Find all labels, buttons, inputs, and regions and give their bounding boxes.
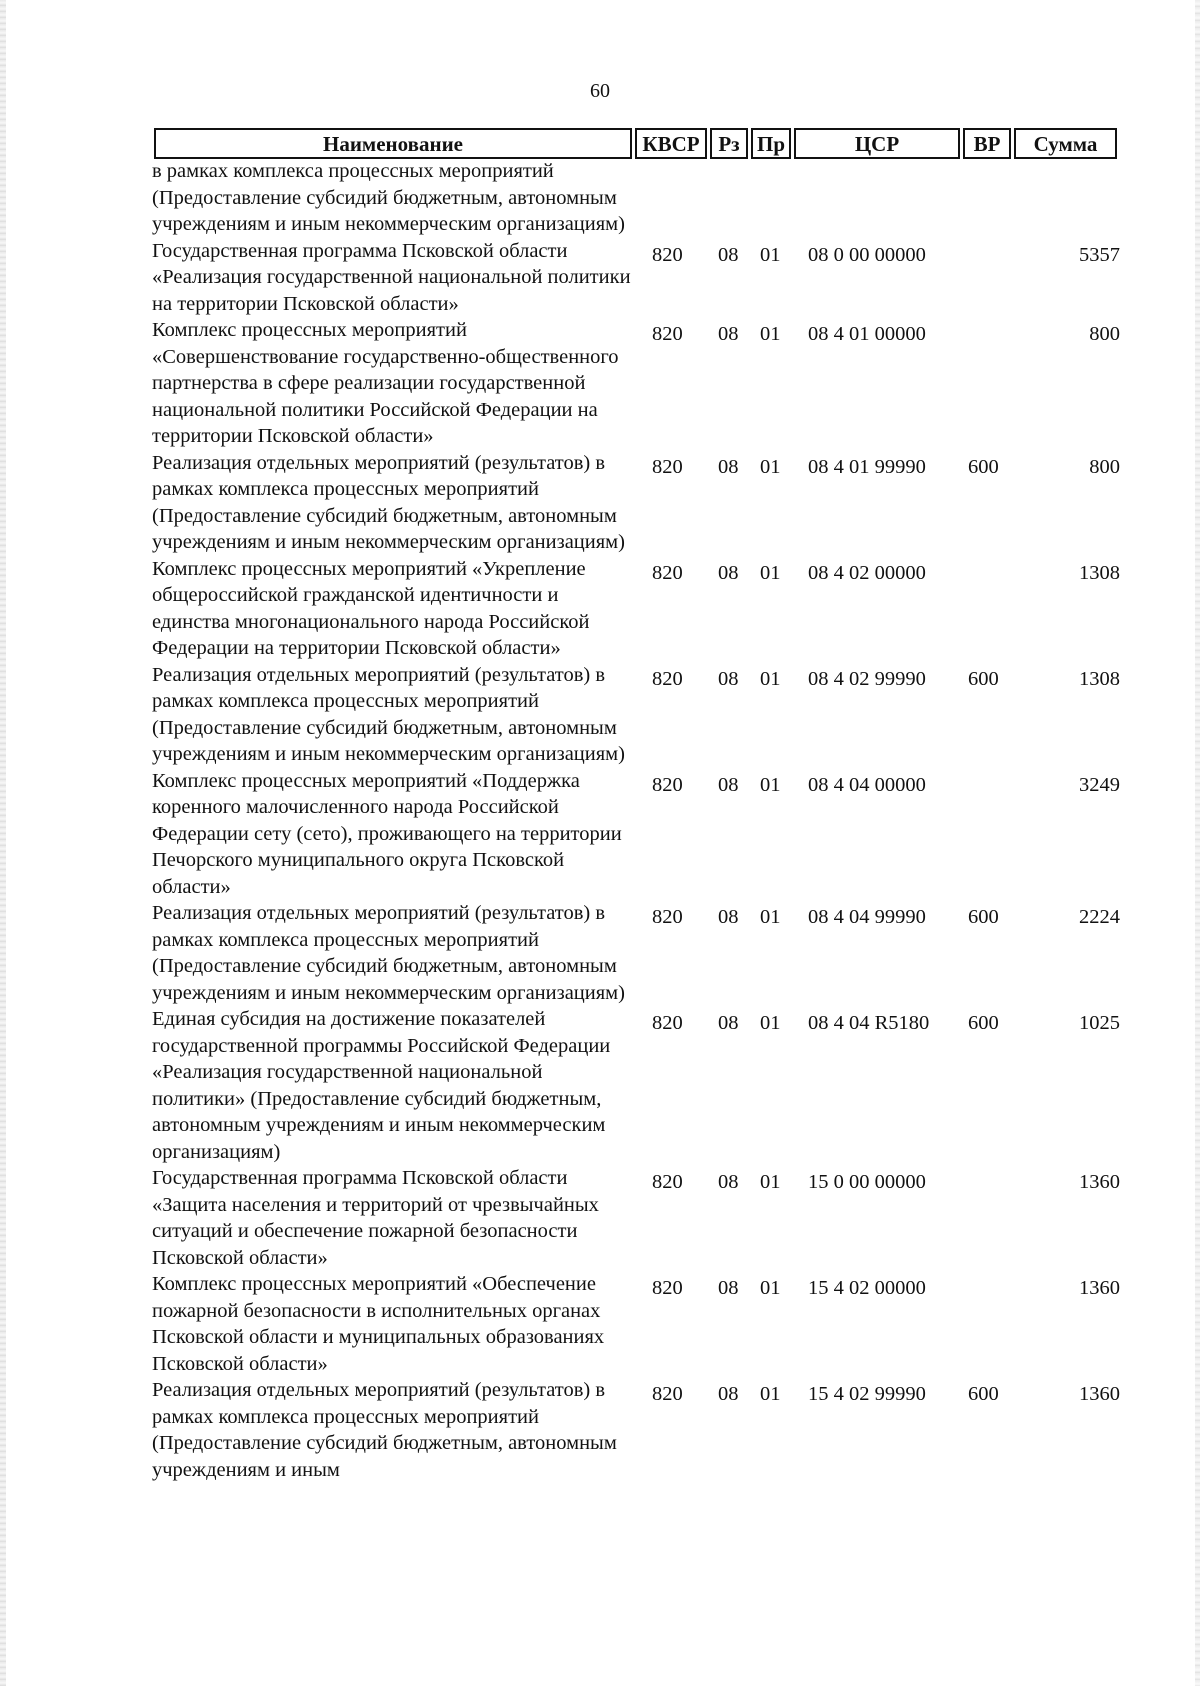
table-row <box>0 662 1200 768</box>
cell-csr: 08 4 01 99990 <box>808 455 926 478</box>
cell-sum: 2224 <box>1079 906 1120 928</box>
table-row <box>0 238 1200 318</box>
cell-rz: 08 <box>718 243 739 266</box>
table-header <box>154 128 1122 159</box>
cell-csr: 08 0 00 00000 <box>808 243 926 266</box>
cell-name: Комплекс процессных мероприятий «Совершенствование государственно-общественного партнерства в сфере реализации государственной национальной политики Российской Федерации на территории Псковской области» <box>152 319 619 447</box>
cell-rz: 08 <box>718 773 739 796</box>
cell-rz: 08 <box>718 667 739 690</box>
cell-rz: 08 <box>718 1012 739 1034</box>
cell-csr: 08 4 04 99990 <box>808 906 926 928</box>
cell-kvsr: 820 <box>652 667 683 690</box>
cell-name: Реализация отдельных мероприятий (результатов) в рамках комплекса процессных мероприятий (Предоставление субсидий бюджетным, автономным учреждениям и иным <box>152 1379 617 1481</box>
cell-rz: 08 <box>718 561 739 584</box>
cell-name: Комплекс процессных мероприятий «Поддержка коренного малочисленного народа Российской Федерации сету (сето), проживающего на территории Печорского муниципального округа Псковской области» <box>152 769 622 898</box>
cell-pr: 01 <box>760 667 781 690</box>
cell-sum: 1308 <box>1079 561 1120 584</box>
cell-name: Реализация отдельных мероприятий (результатов) в рамках комплекса процессных мероприятий (Предоставление субсидий бюджетным, автономным учреждениям и иным некоммерческим организациям) <box>152 451 625 553</box>
cell-kvsr: 820 <box>652 323 683 345</box>
table-row <box>0 1006 1200 1165</box>
cell-name: Реализация отдельных мероприятий (результатов) в рамках комплекса процессных мероприятий (Предоставление субсидий бюджетным, автономным учреждениям и иным некоммерческим организациям) <box>152 902 625 1004</box>
cell-sum: 1360 <box>1079 1383 1120 1405</box>
table-row <box>0 1377 1200 1483</box>
cell-pr: 01 <box>760 561 781 584</box>
cell-name: Комплекс процессных мероприятий «Обеспечение пожарной безопасности в исполнительных органах Псковской области и муниципальных образованиях Псковской области» <box>152 1273 605 1375</box>
table-row <box>0 158 1200 238</box>
cell-pr: 01 <box>760 1383 781 1405</box>
cell-pr: 01 <box>760 1277 781 1299</box>
table-row <box>0 768 1200 901</box>
table-row <box>0 1271 1200 1377</box>
cell-pr: 01 <box>760 906 781 928</box>
table-row <box>0 317 1200 450</box>
cell-kvsr: 820 <box>652 455 683 478</box>
cell-rz: 08 <box>718 1383 739 1405</box>
cell-csr: 08 4 02 00000 <box>808 561 926 584</box>
cell-pr: 01 <box>760 1012 781 1034</box>
cell-vr: 600 <box>968 667 999 690</box>
table-row <box>0 556 1200 662</box>
cell-kvsr: 820 <box>652 561 683 584</box>
cell-sum: 800 <box>1089 455 1120 478</box>
cell-kvsr: 820 <box>652 773 683 796</box>
cell-csr: 08 4 04 R5180 <box>808 1012 930 1034</box>
cell-name: Государственная программа Псковской области «Реализация государственной национальной политики на территории Псковской области» <box>152 239 631 315</box>
cell-csr: 08 4 01 00000 <box>808 323 926 345</box>
cell-name: Единая субсидия на достижение показателей государственной программы Российской Федерации «Реализация государственной национальной политики» (Предоставление субсидий бюджетным, автономным учреждениям и иным некоммерческим организациям) <box>152 1008 611 1163</box>
table-row <box>0 1165 1200 1271</box>
header-csr: ЦСР <box>794 128 960 159</box>
cell-csr: 15 4 02 99990 <box>808 1383 926 1405</box>
cell-pr: 01 <box>760 1171 781 1193</box>
header-kvsr: КВСР <box>635 128 707 159</box>
cell-sum: 800 <box>1089 323 1120 345</box>
cell-csr: 08 4 02 99990 <box>808 667 926 690</box>
table-row <box>0 900 1200 1006</box>
cell-sum: 1360 <box>1079 1171 1120 1193</box>
cell-rz: 08 <box>718 323 739 345</box>
cell-pr: 01 <box>760 773 781 796</box>
cell-sum: 3249 <box>1079 773 1120 796</box>
cell-name: в рамках комплекса процессных мероприятий (Предоставление субсидий бюджетным, автономным учреждениям и иным некоммерческим организациям) <box>152 160 625 235</box>
cell-pr: 01 <box>760 243 781 266</box>
header-pr: Пр <box>751 128 791 159</box>
cell-vr: 600 <box>968 1012 999 1034</box>
cell-rz: 08 <box>718 906 739 928</box>
cell-rz: 08 <box>718 1171 739 1193</box>
cell-vr: 600 <box>968 1383 999 1405</box>
cell-kvsr: 820 <box>652 1277 683 1299</box>
cell-name: Реализация отдельных мероприятий (результатов) в рамках комплекса процессных мероприятий (Предоставление субсидий бюджетным, автономным учреждениям и иным некоммерческим организациям) <box>152 663 625 765</box>
cell-kvsr: 820 <box>652 906 683 928</box>
cell-rz: 08 <box>718 1277 739 1299</box>
cell-rz: 08 <box>718 455 739 478</box>
cell-name: Комплекс процессных мероприятий «Укрепление общероссийской гражданской идентичности и единства многонационального народа Российской Федерации на территории Псковской области» <box>152 557 590 659</box>
cell-name: Государственная программа Псковской области «Защита населения и территорий от чрезвычайных ситуаций и обеспечение пожарной безопасности Псковской области» <box>152 1167 599 1269</box>
cell-pr: 01 <box>760 323 781 345</box>
cell-sum: 1360 <box>1079 1277 1120 1299</box>
header-rz: Рз <box>710 128 748 159</box>
table-body <box>0 158 1200 1483</box>
cell-csr: 15 0 00 00000 <box>808 1171 926 1193</box>
page-number: 60 <box>590 80 610 102</box>
cell-kvsr: 820 <box>652 1383 683 1405</box>
cell-vr: 600 <box>968 455 999 478</box>
cell-csr: 08 4 04 00000 <box>808 773 926 796</box>
cell-vr: 600 <box>968 906 999 928</box>
cell-kvsr: 820 <box>652 1012 683 1034</box>
table-row <box>0 450 1200 556</box>
header-sum: Сумма <box>1014 128 1117 159</box>
cell-sum: 1308 <box>1079 667 1120 690</box>
cell-kvsr: 820 <box>652 243 683 266</box>
header-vr: ВР <box>963 128 1011 159</box>
cell-pr: 01 <box>760 455 781 478</box>
cell-sum: 5357 <box>1079 243 1120 266</box>
cell-kvsr: 820 <box>652 1171 683 1193</box>
header-name: Наименование <box>154 128 632 159</box>
cell-sum: 1025 <box>1079 1012 1120 1034</box>
cell-csr: 15 4 02 00000 <box>808 1277 926 1299</box>
